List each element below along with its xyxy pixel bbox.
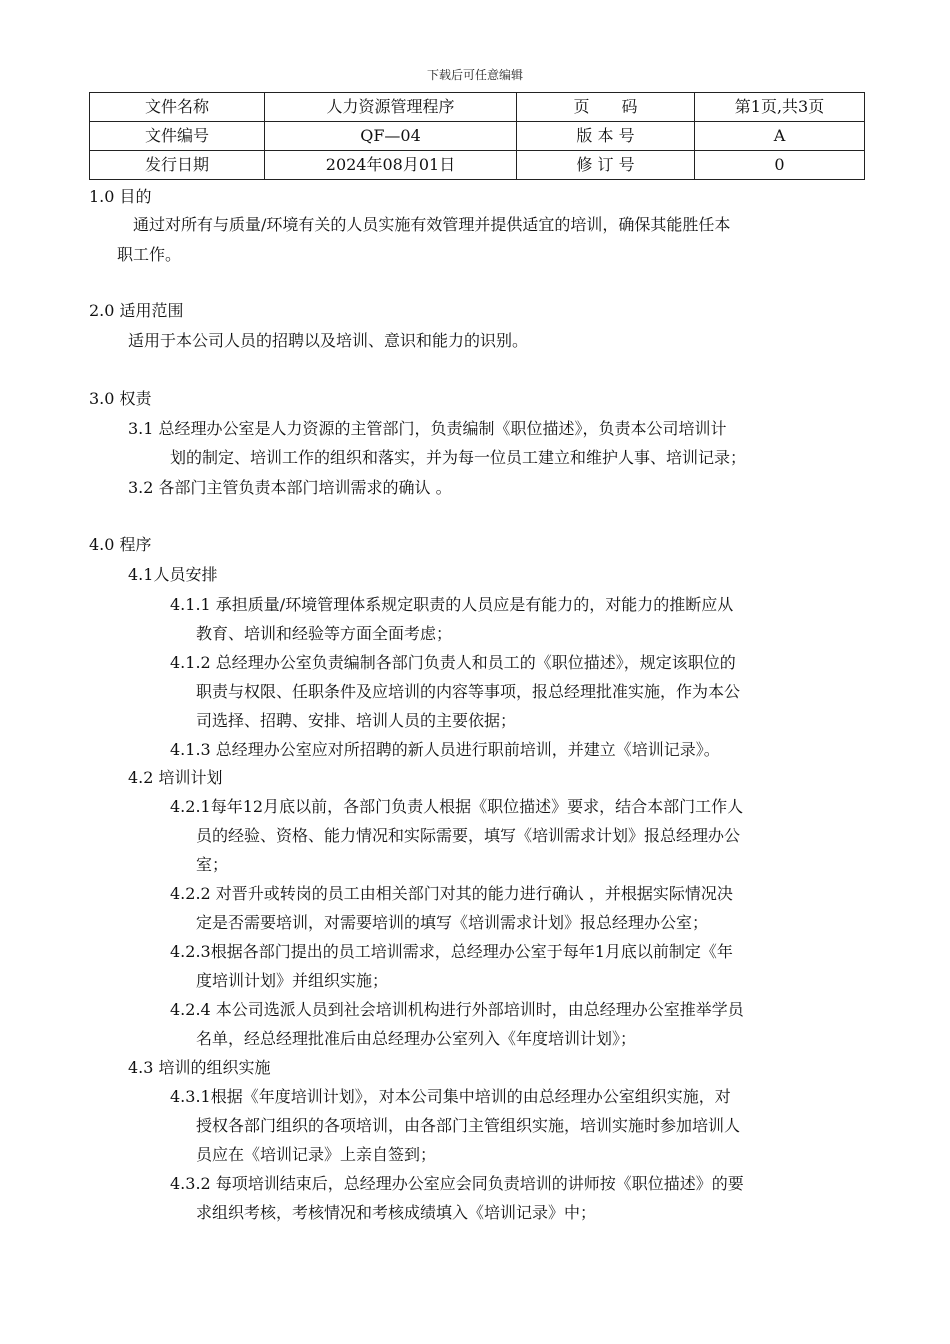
paragraph-line: 员应在《培训记录》上亲自签到； — [196, 1145, 437, 1164]
table-cell: 版 本 号 — [517, 122, 695, 151]
paragraph-line: 定是否需要培训，对需要培训的填写《培训需求计划》报总经理办公室； — [196, 913, 709, 932]
paragraph-line: 司选择、招聘、安排、培训人员的主要依据； — [196, 711, 517, 730]
paragraph-line: 教育、培训和经验等方面全面考虑； — [196, 624, 453, 643]
table-cell: 2024年08月01日 — [265, 151, 517, 180]
table-cell: 第1页,共3页 — [695, 93, 865, 122]
top-note: 下载后可任意编辑 — [426, 68, 523, 82]
paragraph-line: 适用于本公司人员的招聘以及培训、意识和能力的识别。 — [128, 331, 529, 350]
table-cell: A — [695, 122, 865, 151]
paragraph-line: 划的制定、培训工作的组织和落实，并为每一位员工建立和维护人事、培训记录； — [170, 448, 747, 467]
paragraph-line: 通过对所有与质量/环境有关的人员实施有效管理并提供适宜的培训，确保其能胜任本 — [133, 215, 731, 234]
paragraph-line: 名单，经总经理批准后由总经理办公室列入《年度培训计划》； — [196, 1029, 637, 1048]
paragraph-line: 4.2.2 对晋升或转岗的员工由相关部门对其的能力进行确认 ，并根据实际情况决 — [170, 884, 733, 903]
paragraph-line: 4.1.2 总经理办公室负责编制各部门负责人和员工的《职位描述》，规定该职位的 — [170, 653, 736, 672]
table-cell: 文件名称 — [90, 93, 265, 122]
document-header-table — [89, 92, 865, 180]
paragraph-line: 4.2.1每年12月底以前，各部门负责人根据《职位描述》要求，结合本部门工作人 — [170, 797, 744, 816]
table-cell: 发行日期 — [90, 151, 265, 180]
paragraph-line: 室； — [196, 855, 229, 874]
paragraph-line: 3.1 总经理办公室是人力资源的主管部门，负责编制《职位描述》，负责本公司培训计 — [128, 419, 727, 438]
paragraph-line: 4.1.1 承担质量/环境管理体系规定职责的人员应是有能力的，对能力的推断应从 — [170, 595, 734, 614]
section-heading: 4.0 程序 — [89, 535, 152, 554]
table-cell: 修 订 号 — [517, 151, 695, 180]
table-row — [90, 93, 865, 122]
paragraph-line: 职责与权限、任职条件及应培训的内容等事项，报总经理批准实施，作为本公 — [196, 682, 741, 701]
table-cell: 文件编号 — [90, 122, 265, 151]
paragraph-line: 度培训计划》并组织实施； — [196, 971, 389, 990]
subsection-heading: 4.2 培训计划 — [128, 768, 223, 787]
paragraph-line: 职工作。 — [117, 245, 182, 264]
paragraph-line: 4.1.3 总经理办公室应对所招聘的新人员进行职前培训，并建立《培训记录》。 — [170, 740, 720, 759]
table-cell: 人力资源管理程序 — [265, 93, 517, 122]
paragraph-line: 4.2.4 本公司选派人员到社会培训机构进行外部培训时，由总经理办公室推举学员 — [170, 1000, 744, 1019]
section-heading: 1.0 目的 — [89, 187, 152, 206]
table-row — [90, 151, 865, 180]
paragraph-line: 4.2.3根据各部门提出的员工培训需求，总经理办公室于每年1月底以前制定《年 — [170, 942, 733, 961]
subsection-heading: 4.3 培训的组织实施 — [128, 1058, 271, 1077]
paragraph-line: 求组织考核，考核情况和考核成绩填入《培训记录》中； — [196, 1203, 597, 1222]
table-cell: QF—04 — [265, 122, 517, 151]
table-row — [90, 122, 865, 151]
table-cell: 页 码 — [517, 93, 695, 122]
paragraph-line: 3.2 各部门主管负责本部门培训需求的确认 。 — [128, 478, 452, 497]
section-heading: 2.0 适用范围 — [89, 301, 184, 320]
table-cell: 0 — [695, 151, 865, 180]
subsection-heading: 4.1人员安排 — [128, 565, 218, 584]
paragraph-line: 4.3.1根据《年度培训计划》，对本公司集中培训的由总经理办公室组织实施，对 — [170, 1087, 731, 1106]
section-heading: 3.0 权责 — [89, 389, 152, 408]
paragraph-line: 员的经验、资格、能力情况和实际需要，填写《培训需求计划》报总经理办公 — [196, 826, 741, 845]
paragraph-line: 授权各部门组织的各项培训，由各部门主管组织实施，培训实施时参加培训人 — [196, 1116, 741, 1135]
paragraph-line: 4.3.2 每项培训结束后，总经理办公室应会同负责培训的讲师按《职位描述》的要 — [170, 1174, 744, 1193]
